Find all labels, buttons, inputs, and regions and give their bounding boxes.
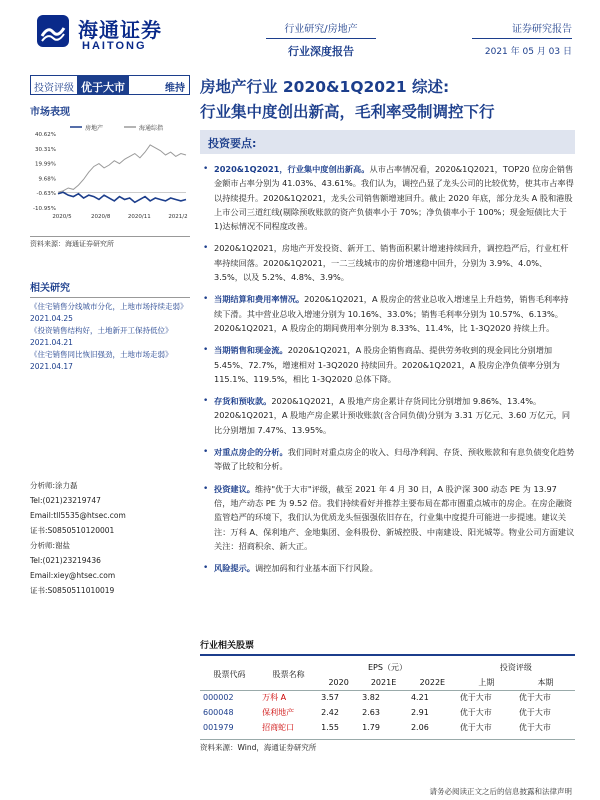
y-tick-label: 19.99% xyxy=(35,161,56,168)
key-points-bar: 投资要点: xyxy=(200,130,575,154)
key-point xyxy=(200,445,575,474)
report-title-line1: 房地产行业 2020&1Q2021 综述: xyxy=(200,78,450,96)
table-source: 资料来源：Wind，海通证券研究所 xyxy=(200,739,575,753)
analyst-email[interactable]: Email:xiey@htsec.com xyxy=(30,571,116,580)
rating-prev: 优于大市 xyxy=(459,723,492,732)
logo-chinese: 海通证券 xyxy=(78,18,162,42)
key-point xyxy=(200,482,575,553)
rating-curr: 优于大市 xyxy=(518,708,551,717)
bullet-dot-icon: • xyxy=(203,563,209,574)
key-points-list xyxy=(200,162,575,575)
eps-2020: 3.57 xyxy=(321,693,339,703)
report-date: 2021 年 05 月 03 日 xyxy=(484,47,572,57)
investment-rating xyxy=(30,75,190,95)
report-header xyxy=(0,0,600,62)
stock-name[interactable]: 保利地产 xyxy=(262,708,295,717)
analyst-cert: 证书:S0850510120001 xyxy=(30,526,115,535)
report-type: 行业深度报告 xyxy=(288,45,354,58)
eps-2020: 2.42 xyxy=(321,708,339,717)
chart-source: 资料来源：海通证券研究所 xyxy=(30,236,190,249)
bullet-dot-icon: • xyxy=(203,447,209,458)
key-point xyxy=(200,162,575,233)
table-row xyxy=(200,690,575,705)
stock-code[interactable]: 001979 xyxy=(203,723,234,732)
eps-2020: 1.55 xyxy=(321,723,339,732)
rating-curr: 优于大市 xyxy=(518,723,551,732)
rating-label: 投资评级 xyxy=(31,76,77,94)
key-point-heading: 存货和预收款。 xyxy=(214,396,272,407)
report-category: 行业研究/房地产 xyxy=(266,20,376,39)
y-tick-label: 40.62% xyxy=(35,132,56,138)
eps-2022e: 2.91 xyxy=(410,708,429,717)
stock-name[interactable]: 万科 A xyxy=(262,693,287,703)
logo-english: HAITONG xyxy=(82,40,147,52)
col-header-prev: 上期 xyxy=(478,677,495,687)
analyst-cert: 证书:S0850511010019 xyxy=(30,586,115,595)
stock-code[interactable]: 000002 xyxy=(203,693,234,703)
y-tick-label: 9.68% xyxy=(38,176,56,183)
y-tick-label: -10.95% xyxy=(33,206,56,212)
market-chart xyxy=(30,122,190,234)
key-point xyxy=(200,343,575,386)
analyst-tel: Tel:(021)23219747 xyxy=(30,496,101,505)
analyst-name: 分析师:谢盐 xyxy=(30,541,71,550)
key-point-text: 2020&1Q2021，A 股房企的营业总收入增速呈上升趋势，销售毛利率持续下滑。其中营业总收入增速分别为 10.16%、33.0%；销售毛利率分别为 10.57%、6.13%。2020&1Q2021，A 股房企的期间费用率分别为 8.33%、11.4%，比 1-3Q2020 持续上升。 xyxy=(214,294,569,333)
table-row xyxy=(200,705,575,720)
y-tick-label: -0.63% xyxy=(36,191,56,198)
bullet-dot-icon: • xyxy=(203,345,209,356)
col-header-2022e: 2022E xyxy=(419,677,446,687)
related-item[interactable]: 《住宅销售分线城市分化，上地市场持续走弱》2021.04.25 xyxy=(30,302,188,323)
stock-name[interactable]: 招商蛇口 xyxy=(262,723,295,732)
key-point xyxy=(200,561,575,575)
stocks-table-section xyxy=(200,638,575,753)
report-label: 证券研究报告 xyxy=(472,20,572,39)
bullet-dot-icon: • xyxy=(203,294,209,305)
eps-2021e: 3.82 xyxy=(362,693,380,703)
legend-label: 海通综指 xyxy=(139,125,164,132)
stock-code[interactable]: 600048 xyxy=(203,708,234,717)
report-title-line2: 行业集中度创出新高，毛利率受制调控下行 xyxy=(200,103,495,121)
main-content xyxy=(200,75,575,583)
key-point xyxy=(200,292,575,335)
x-tick-label: 2020/5 xyxy=(52,214,72,220)
x-tick-label: 2020/8 xyxy=(90,214,111,220)
key-point-text: 维持"优于大市"评级，截至 2021 年 4 月 30 日，A 股沪深 300 动态 PE 为 13.97 倍，地产动态 PE 为 9.52 倍。我们持续看好并推荐主要布局在都市圈重点城市的房企。在房企融资监管趋严的环境下，我们认为优质龙头恒强强依旧存在，行业集中度提升可能进一步提速。建议关注：万科 A、保利地产、金地集团、金科股份、新城控股、中南建设、阳光城等。物业公司方面建议关注：招商积余、新大正。 xyxy=(214,483,575,551)
key-point-text: 我们同时对重点房企的收入、归母净利润、存货、预收账款和有息负债变化趋势等做了比较和分析。 xyxy=(214,447,575,472)
related-item[interactable]: 《投资销售结构好，土地新开工保持低位》2021.04.21 xyxy=(30,326,173,347)
key-point-text: 从市占率情况看，2020&1Q2021，TOP20 位房企销售金额市占率分别为 41.03%、43.61%。我们认为，调控凸显了龙头公司的比较优势，使其市占率得以持续提升。2020&1Q2021，龙头公司销售额增速回升。截止 2020 年底，部分龙头 A 股和港股上市公司三道红线(剔除预收账款的资产负债率小于 70%；净负债率小于 100%；现金短债比大于 1)达标情况不同程度改善。 xyxy=(214,164,574,232)
bullet-dot-icon: • xyxy=(203,483,209,494)
key-point-text: 2020&1Q2021，A 股地产房企累计存货同比分别增加 9.86%、13.4%。2020&1Q2021，A 股地产房企累计预收账款(含合同负债)分别为 3.31 万亿元、3.60 万亿元，同比分别增加 7.47%、13.95%。 xyxy=(214,396,571,435)
analyst-info xyxy=(30,478,190,598)
x-tick-label: 2020/11 xyxy=(127,214,151,220)
eps-2021e: 2.63 xyxy=(362,708,380,717)
related-research-title: 相关研究 xyxy=(30,283,70,294)
page-footer xyxy=(0,782,600,800)
haitong-logo-icon xyxy=(36,14,70,48)
header-category-block xyxy=(266,20,376,59)
col-header-rating: 投资评级 xyxy=(499,663,532,672)
rating-prev: 优于大市 xyxy=(459,693,492,703)
rating-value: 优于大市 xyxy=(77,76,129,94)
legend-label: 房地产 xyxy=(85,125,104,132)
analyst-email[interactable]: Email:tll5535@htsec.com xyxy=(30,511,126,520)
header-right-block xyxy=(472,20,572,57)
disclaimer-text: 请务必阅读正文之后的信息披露和法律声明 xyxy=(429,787,572,796)
col-header-2021e: 2021E xyxy=(370,677,397,687)
col-header-code: 股票代码 xyxy=(213,670,246,680)
col-header-name: 股票名称 xyxy=(272,670,305,680)
col-header-curr: 本期 xyxy=(537,677,554,687)
y-tick-label: 30.31% xyxy=(35,146,56,153)
market-chart-svg xyxy=(30,122,190,234)
market-title: 市场表现 xyxy=(30,107,70,118)
rating-prev: 优于大市 xyxy=(459,708,492,717)
key-point-heading: 风险提示。 xyxy=(214,563,255,574)
table-title: 行业相关股票 xyxy=(200,638,575,656)
analyst-name: 分析师:涂力磊 xyxy=(30,481,78,490)
key-point-heading: 当期销售和现金流。 xyxy=(214,345,288,356)
key-point-heading: 对重点房企的分析。 xyxy=(214,447,288,458)
key-point-heading: 投资建议。 xyxy=(214,483,255,494)
bullet-dot-icon: • xyxy=(203,396,209,407)
x-tick-label: 2021/2 xyxy=(168,214,188,220)
key-point-heading: 当期结算和费用率情况。 xyxy=(214,294,305,305)
bullet-dot-icon: • xyxy=(203,164,209,174)
eps-2022e: 2.06 xyxy=(410,723,429,732)
left-sidebar xyxy=(30,75,190,373)
key-point-text: 调控加码和行业基本面下行风险。 xyxy=(254,563,378,574)
eps-2021e: 1.79 xyxy=(362,723,380,732)
series-line xyxy=(58,192,186,202)
bullet-dot-icon: • xyxy=(203,243,209,254)
analyst-tel: Tel:(021)23219436 xyxy=(30,556,101,565)
stocks-table xyxy=(200,660,575,735)
key-point-text: 2020&1Q2021，房地产开发投资、新开工、销售面积累计增速持续回升，调控趋严后，行业杠杆率持续回落。2020&1Q2021，一二三线城市的房价增速稳中回升，分别为 3.9%、4.0%、3.5%，以及 5.2%、4.8%、3.9%。 xyxy=(214,243,569,283)
key-point xyxy=(200,394,575,437)
rating-change: 维持 xyxy=(165,83,185,94)
related-item[interactable]: 《住宅销售同比恢旧强劲，土地市场走弱》2021.04.17 xyxy=(30,350,173,371)
series-line xyxy=(58,145,186,192)
eps-2022e: 4.21 xyxy=(410,693,429,703)
table-row xyxy=(200,720,575,735)
col-header-eps: EPS（元） xyxy=(368,663,407,672)
key-point xyxy=(200,241,575,284)
key-point-heading: 2020&1Q2021，行业集中度创出新高。 xyxy=(214,164,370,174)
rating-curr: 优于大市 xyxy=(518,693,551,703)
related-research-list xyxy=(30,297,190,372)
key-point-text: 2020&1Q2021，A 股房企销售商品、提供劳务收到的现金同比分别增加 5.45%、72.7%，增速相对 1-3Q2020 持续回升。2020&1Q2021，A 股房企净负债率分别为 115.1%、119.5%，相比 1-3Q2020 总体下降。 xyxy=(214,345,560,384)
col-header-2020: 2020 xyxy=(328,677,349,687)
